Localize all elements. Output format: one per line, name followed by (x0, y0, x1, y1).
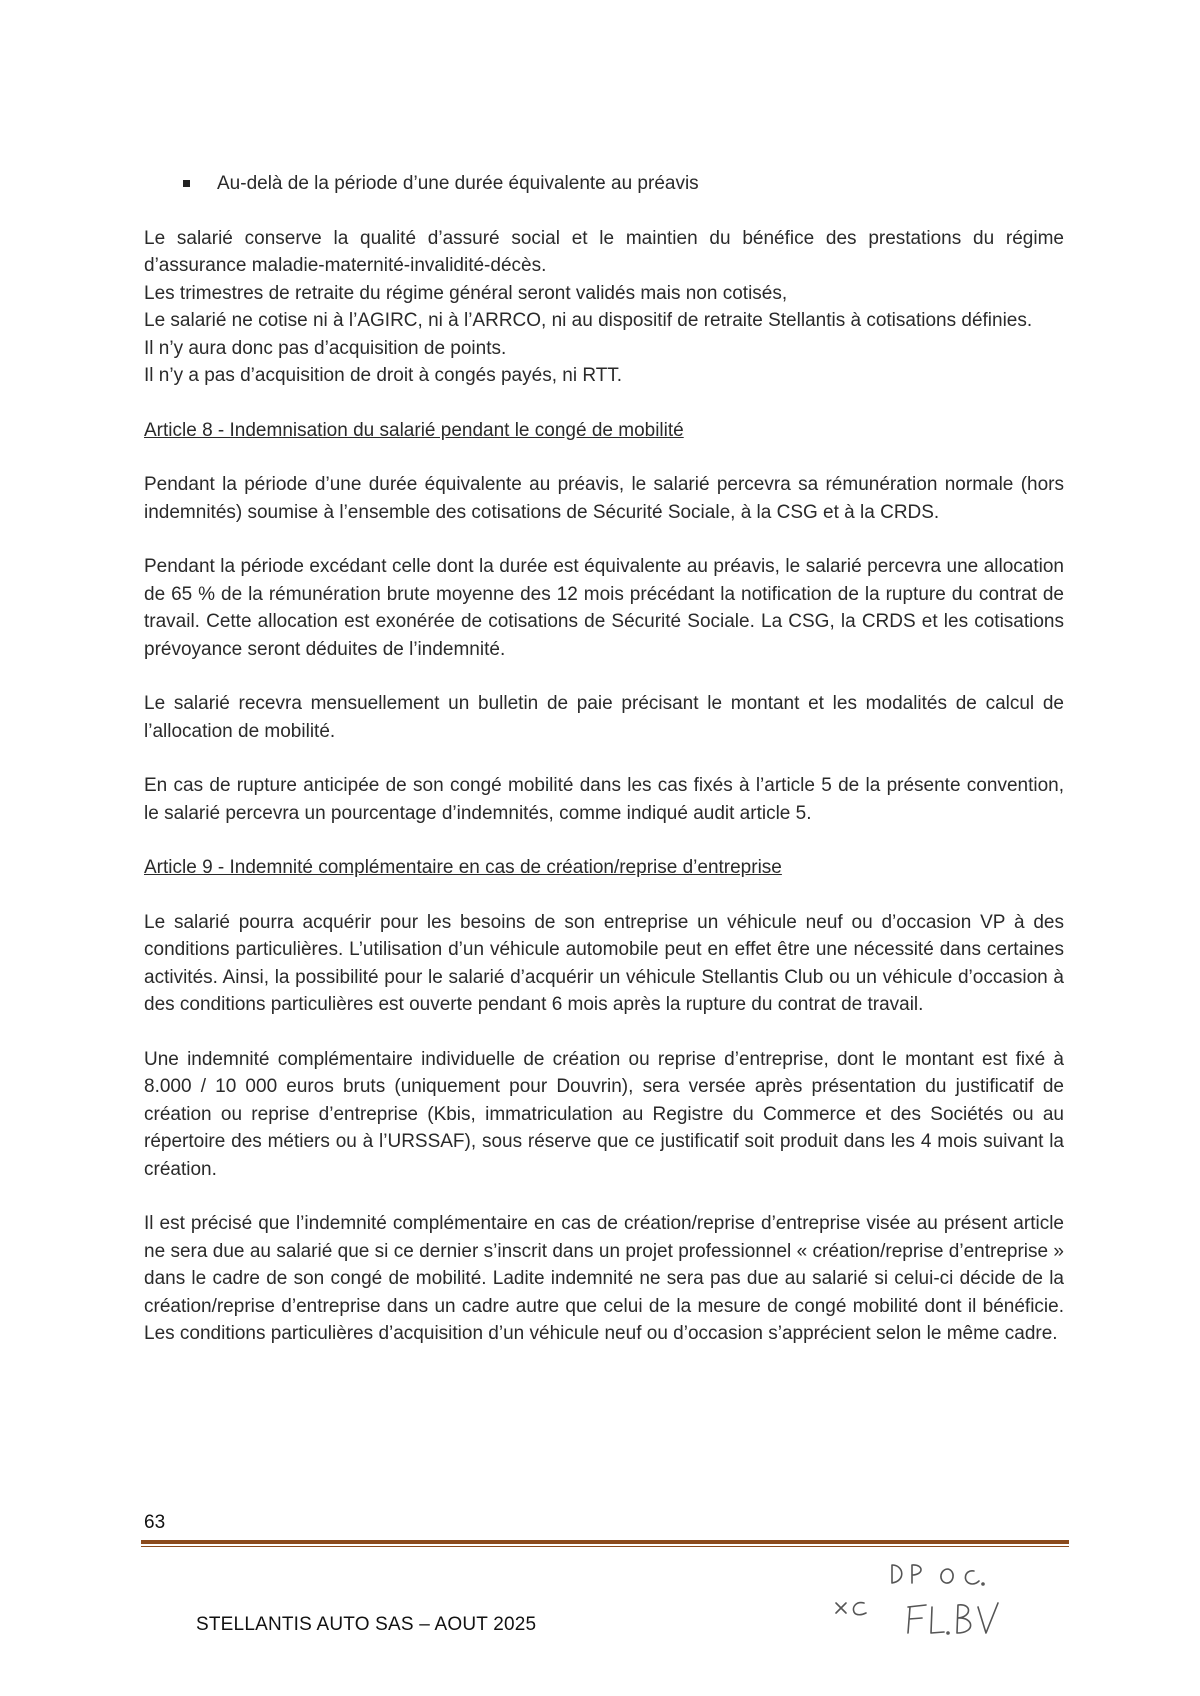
page-number: 63 (144, 1512, 166, 1533)
bullet-text: Au-delà de la période d’une durée équivalente au préavis (217, 173, 699, 194)
line-conges: Il n’y a pas d’acquisition de droit à congés payés, ni RTT. (144, 365, 623, 386)
line-trimestres: Les trimestres de retraite du régime général seront validés mais non cotisés, (144, 282, 788, 304)
article-8-paragraph-1: Pendant la période d’une durée équivalente au préavis, le salarié percevra sa rémunération normale (hors indemnités) soumise à l’ensemble des cotisations de Sécurité Sociale, à la CSG et à la CRDS. (144, 474, 1064, 523)
article-9-paragraph-2: Une indemnité complémentaire individuelle de création ou reprise d’entreprise, dont le montant est fixé à 8.000 / 10 000 euros bruts (uniquement pour Douvrin), sera versée après présentation du justificatif de création ou reprise d’entreprise (Kbis, immatriculation au Registre du Commerce et des Sociétés ou au répertoire des métiers ou à l’URSSAF), sous réserve que ce justificatif soit produit dans les 4 mois suivant la création. (144, 1048, 1064, 1180)
article-8-heading: Article 8 - Indemnisation du salarié pendant le congé de mobilité (144, 419, 684, 441)
paragraph-social-insurance: Le salarié conserve la qualité d’assuré social et le maintien du bénéfice des prestations du régime d’assurance maladie-maternité-invalidité-décès. (144, 227, 1064, 276)
page-content (144, 170, 1064, 1375)
footer-rule-thick (141, 1540, 1069, 1544)
article-9-heading: Article 9 - Indemnité complémentaire en cas de création/reprise d’entreprise (144, 857, 782, 878)
article-9-paragraph-3: Il est précisé que l’indemnité complémentaire en cas de création/reprise d’entreprise visée au présent article ne sera due au salarié que si ce dernier s’inscrit dans un projet professionnel « création/reprise d’entreprise » dans le cadre de son congé de mobilité. Ladite indemnité ne sera pas due au salarié si celui-ci décide de la création/reprise d’entreprise dans un cadre autre que celui de la mesure de congé mobilité dont il bénéficie. Les conditions particulières d’acquisition d’un véhicule neuf ou d’occasion s’apprécient selon le même cadre. (144, 1213, 1064, 1344)
article-8-paragraph-2: Pendant la période excédant celle dont la durée est équivalente au préavis, le salarié percevra une allocation de 65 % de la rémunération brute moyenne des 12 mois précédant la notification de la rupture du contrat de travail. Cette allocation est exonérée de cotisations de Sécurité Sociale. La CSG, la CRDS et les cotisations prévoyance seront déduites de l’indemnité. (144, 556, 1064, 660)
line-agirc: Le salarié ne cotise ni à l’AGIRC, ni à l’ARRCO, ni au dispositif de retraite Stellantis à cotisations définies. (144, 310, 1033, 331)
article-9-paragraph-1: Le salarié pourra acquérir pour les besoins de son entreprise un véhicule neuf ou d’occasion VP à des conditions particulières. L’utilisation d’un véhicule automobile peut en effet être une nécessité dans certaines activités. Ainsi, la possibilité pour le salarié d’acquérir un véhicule Stellantis Club ou un véhicule d’occasion à des conditions particulières est ouverte pendant 6 mois après la rupture du contrat de travail. (144, 911, 1064, 1015)
article-8-paragraph-4: En cas de rupture anticipée de son congé mobilité dans les cas fixés à l’article 5 de la présente convention, le salarié percevra un pourcentage d’indemnités, comme indiqué audit article 5. (144, 775, 1064, 824)
article-8-paragraph-3: Le salarié recevra mensuellement un bulletin de paie précisant le montant et les modalités de calcul de l’allocation de mobilité. (144, 693, 1064, 742)
square-bullet-icon (183, 180, 190, 187)
bullet-item (144, 170, 1064, 198)
line-points: Il n’y aura donc pas d’acquisition de points. (144, 337, 507, 359)
handwritten-initials-icon (830, 1555, 1010, 1645)
footer-company: STELLANTIS AUTO SAS – AOUT 2025 (196, 1614, 537, 1635)
footer-rule-thin (141, 1546, 1069, 1547)
